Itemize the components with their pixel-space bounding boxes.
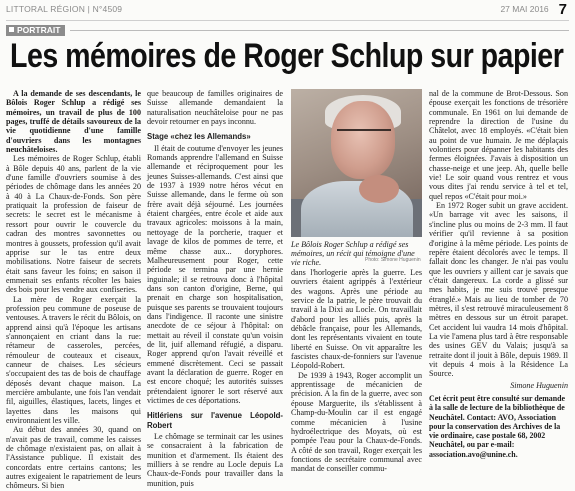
body-paragraph: que beaucoup de familles originaires de Suisse allemande demandaient la naturalisation neuchâteloise pour ne pas devoir retourner en pays inconnu. (147, 89, 283, 127)
body-paragraph: Les mémoires de Roger Schlup, établi à Bôle depuis 40 ans, parlent de la vie d'une famille d'ouvriers soumise à des périodes de chômage dans les années 20 à 40 à La Chaux-de-Fonds. Son père pratiquait la profession de faiseur de secrets: le secret est le mécanisme à ressort pour ouvrir le couvercle du cadran des montres savonnettes ou montres à goussets, profession qu'il avait apprise sur le tas entre deux mobilisations. Notre faiseur de secrets était sans faveur les foins; en saison il emmenait ses enfants récolter les baies des bois pour les vendre aux confiseries. (6, 154, 141, 295)
column-1 (6, 89, 141, 491)
section-label-text: PORTRAIT (17, 25, 61, 35)
headline: Les mémoires de Roger Schlup sur papier (10, 37, 564, 75)
body-paragraph: En 1972 Roger subit un grave accident. «Un barrage vit avec les saisons, il s'incline plus ou moins de 2-3 mm. Il faut vérifier qu'il revienne à sa position d'origine à la même période. Les points de repère étaient décolorés avec le temps. Il fallait donc les changer. Je n'ai pas voulu que les ouvriers y aillent car je savais que c'était dangereux. La corde a glissé sur mes habits, je me suis trouvé presque étranglé.» Mais au lieu de tomber de 70 mètres, il s'est retrouvé miraculeusement 8 mètres en dessous sur un étroit parapet. Cet accident lui vaudra 14 mois d'hôpital. La vie l'amena plus tard à être responsable des usines GEV du Valais; jusqu'à sa retraite dont il jouit à Bôle, depuis 1989. Il vit depuis 4 mois à la Résidence La Source. (429, 201, 568, 379)
page-number: 7 (558, 1, 567, 18)
issue-date (500, 1, 567, 18)
section-rule (70, 30, 569, 31)
body-paragraph: De 1939 à 1943, Roger accomplit un apprentissage de mécanicien de précision. A la fin de la guerre, avec son épouse Marguerite, ils s'établissent à Champ-du-Moulin car il est engagé comme mécanicien à l'usine hydroélectrique des Moyats, où est pompée l'eau pour la Chaux-de-Fonds. A côté de son travail, Roger exerçait les fonctions de secrétaire communal avec mandat de conseiller commu- (291, 370, 422, 474)
subheading: Stage «chez les Allemands» (147, 132, 251, 142)
body-paragraph: dans l'horlogerie après la guerre. Les ouvriers étaient agrippés à l'extérieur des wagons. Après une période au service de la patrie, le père trouvait du travail à la Dixi au Locle. On travaillait d'abord pour les alliés puis, après la débâcle française, pour les Allemands, dont les représentants vivaient en toute liberté en Suisse. On vit apparaître les fascistes chaux-de-fonniers sur l'avenue Léopold-Robert. (291, 268, 422, 371)
date: 27 MAI 2016 (500, 4, 549, 14)
photo-credit: Photo: Simone Huguenin (365, 257, 421, 263)
column-3 (291, 268, 422, 474)
contact-note: Cet écrit peut être consulté sur demande à la salle de lecture de la bibliothèque de Neuchâtel. Contact: AVO, Association pour la conservation des Archives de la vie ordinaire, case postale 68, 2002 Neuchâtel, ou par e-mail: association.avo@unine.ch. (429, 394, 566, 459)
portrait-photo (291, 89, 422, 237)
header-rule (6, 20, 569, 21)
publication-header: LITTORAL RÉGION | N°4509 (6, 4, 123, 14)
body-paragraph: Le chômage se terminait car les usines se consacraient à la fabrication de munition et d'armement. Ils étaient des milliers à se rendre au Locle depuis La Chaux-de-Fonds pour travailler dans la munition, puis (147, 432, 283, 488)
subheading: Hitlériens sur l'avenue Léopold-Robert (147, 411, 283, 430)
section-label (6, 25, 65, 36)
photo-caption: Le Bôlois Roger Schlup a rédigé ses mémoires, un récit qui témoigne d'une vie riche. (291, 240, 415, 268)
body-paragraph: nal de la commune de Brot-Dessous. Son épouse exerçait les fonctions de trésorière communale. En 1961 on lui demande de reprendre la direction de l'usine du Châtelot, avec 18 employés. «C'était bien au point de vue humain. Je me déplaçais volontiers pour dépanner les habitants des fermes éloignées. J'avais à disposition un chasse-neige et une jeep. Ah, quelle belle vie! Le soir quand vous rentrez et vous vous dites j'ai rendu service à tel et tel, quel repos «C'était pour moi.» (429, 89, 568, 201)
square-bullet-icon (9, 27, 14, 32)
body-paragraph: Il était de coutume d'envoyer les jeunes Romands apprendre l'allemand en Suisse allemande et réciproquement pour les jeunes Suisses-allemands. C'est ainsi que de 1937 à 1939 notre héros vécut en Suisse allemande, dans le ferme où son frère avait déjà séjourné. Les journées étaient chargées, entre école et aide aux travaux agricoles: moissons à la main, nettoyage de la porcherie, traquer et lavage de kilos de pommes de terre, et même chasse aux... doryphores. Malheureusement pour Roger, cette période se termina par une hernie inguinale; il se retrouva donc à l'hôpital dans son canton d'origine, Berne, qui prenait en charge son hospitalisation, puisque ses parents se trouvaient toujours dans l'indigence. Il raconte une sinistre anecdote de ce séjour à l'hôpital: on mettait au réveil il constate qu'un voisin de lit, juif allemand réfugié, a disparu. Roger apprend qu'on l'avait réveillé et emmené discrètement. Ceci se passait avant la déclaration de guerre. Roger en est encore choqué; les autorités suisses prétendaient ignorer le sort réservé aux victimes de ces déportations. (147, 143, 283, 405)
author-signature: Simone Huguenin (510, 380, 568, 390)
body-paragraph: La mère de Roger exerçait la profession peu commune de poseuse de ventouses. A travers le récit du Bôlois, on apprend ainsi qu'à l'époque les artisans s'annonçaient en criant dans la rue: rétameur de casseroles, percées, rémouleur de couteaux et ciseaux, canneur de chaises. Les sécieurs s'occupaient des tas de bois de chauffage déposés devant chaque maison. La mercière ambulante, une fois l'an vendait fil, aiguilles, élastiques, lacets, linges et layettes dans les maisons qui environnaient les ville. (6, 294, 141, 426)
lead-paragraph: A la demande de ses descendants, le Bôlois Roger Schlup a rédigé ses mémoires, un travail de plus de 100 pages, truffé de détails savoureux de la vie quotidienne d'une famille d'ouvriers dans les montagnes neuchâteloises. (6, 89, 141, 155)
column-4 (429, 89, 568, 459)
body-paragraph: Au début des années 30, quand on n'avait pas de travail, comme les caisses de chômage n'existaient pas, on allait à l'Assistance publique. Il existait des concordats entre certains cantons; les autres exigeaient le rapatriement de leurs chômeurs. Si bien (6, 425, 141, 491)
column-2 (147, 89, 283, 488)
